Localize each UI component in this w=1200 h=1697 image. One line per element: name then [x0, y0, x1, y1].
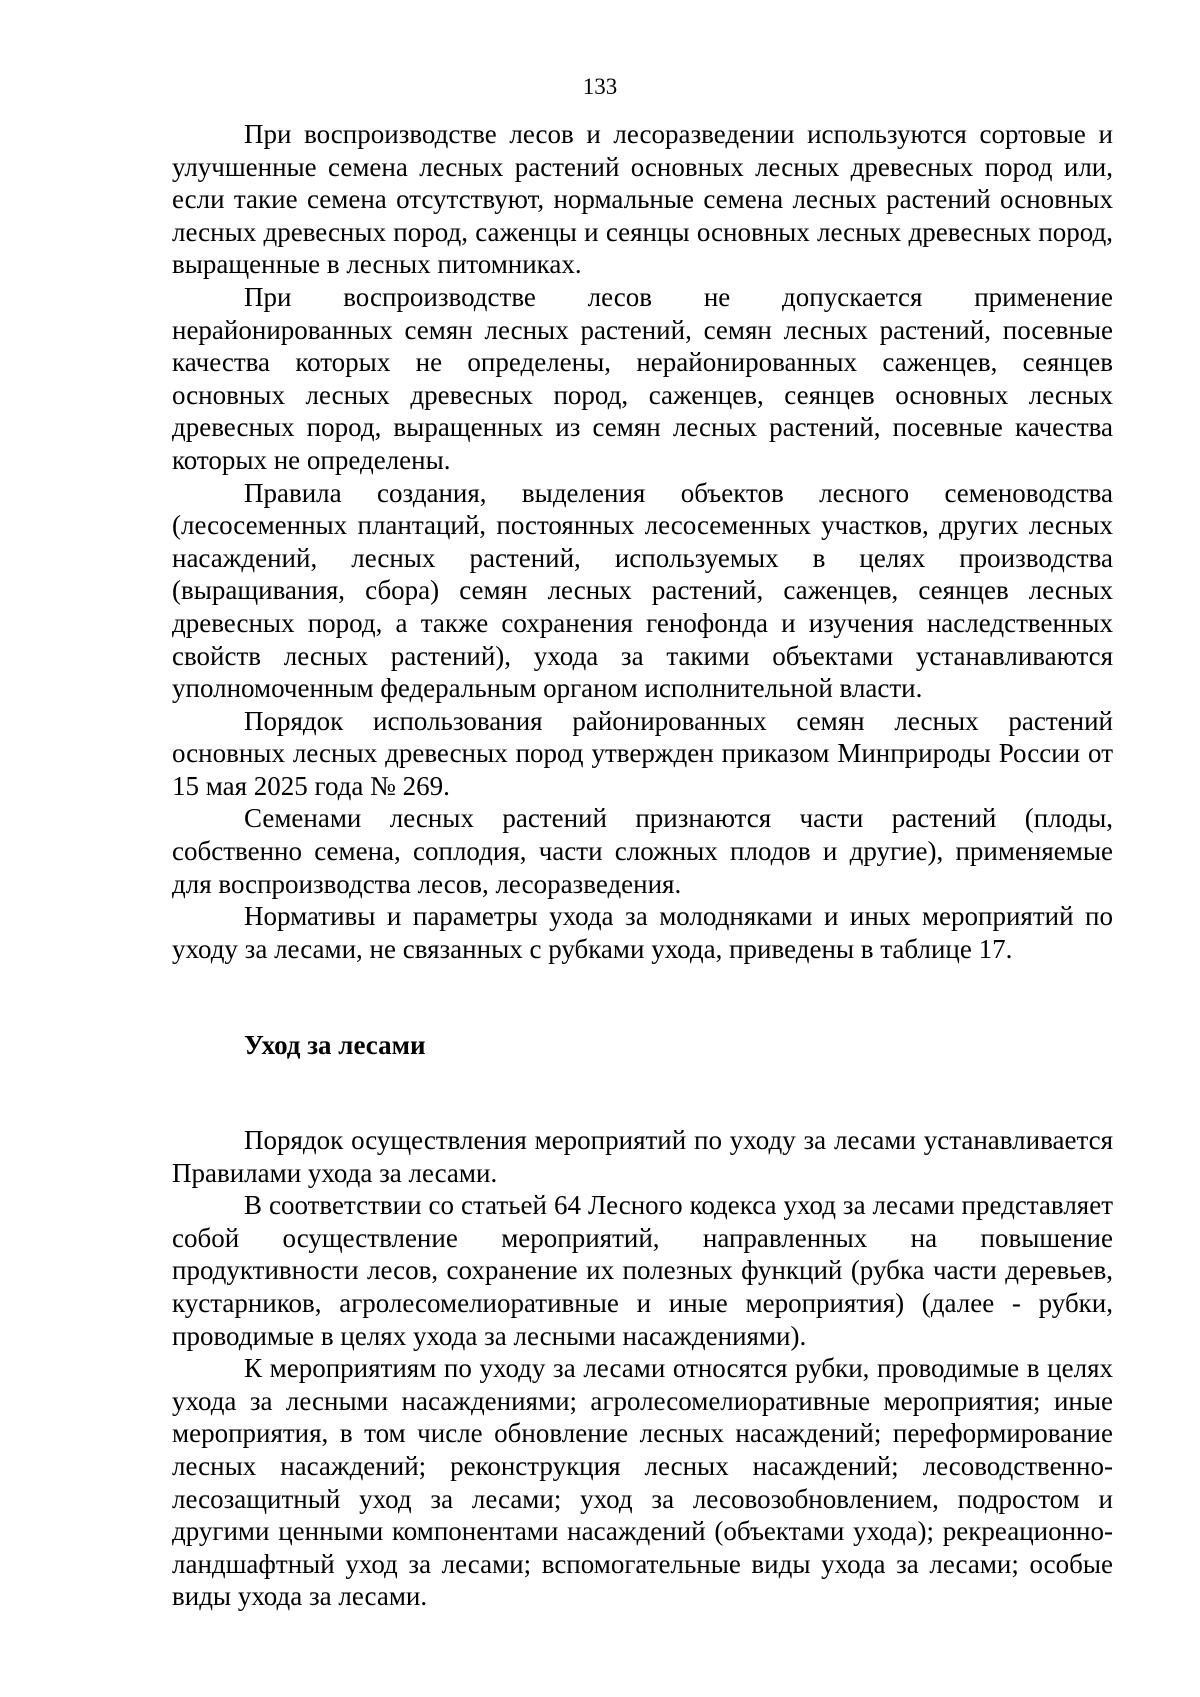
paragraph-seed-objects-rules: Правила создания, выделения объектов лесного семеноводства (лесосеменных плантаций, постоянных лесосеменных участков, других лесных насаждений, лесных растений, используемых в целях производства (выращивания, сбора) семян лесных растений, саженцев, сеянцев лесных древесных пород, а также сохранения генофонда и изучения наследственных свойств лесных растений), ухода за такими объектами устанавливаются уполномоченным федеральным органом исполнительной власти.	[172, 477, 1113, 704]
document-body	[172, 118, 1113, 1613]
paragraph-care-definition: В соответствии со статьей 64 Лесного кодекса уход за лесами представляет собой осуществление мероприятий, направленных на повышение продуктивности лесов, сохранение их полезных функций (рубка части деревьев, кустарников, агролесомелиоративные и иные мероприятия) (далее - рубки, проводимые в целях ухода за лесными насаждениями).	[172, 1190, 1113, 1351]
paragraph-care-procedure: Порядок осуществления мероприятий по уходу за лесами устанавливается Правилами ухода за лесами.	[172, 1125, 1113, 1188]
page-number: 133	[582, 74, 618, 99]
paragraph-zoned-seeds-order: Порядок использования районированных семян лесных растений основных лесных древесных пород утвержден приказом Минприроды России от 15 мая 2025 года № 269.	[172, 705, 1113, 801]
section-heading-forest-care: Уход за лесами	[244, 1030, 426, 1061]
paragraph-prohibited-seeds: При воспроизводстве лесов не допускается применение нерайонированных семян лесных растений, семян лесных растений, посевные качества которых не определены, нерайонированных саженцев, сеянцев основных лесных древесных пород, саженцев, сеянцев основных лесных древесных пород, выращенных из семян лесных растений, посевные качества которых не определены.	[172, 281, 1113, 475]
paragraph-care-norms: Нормативы и параметры ухода за молодняками и иных мероприятий по уходу за лесами, не связанных с рубками ухода, приведены в таблице 17.	[172, 901, 1113, 964]
paragraph-seed-definition: Семенами лесных растений признаются части растений (плоды, собственно семена, соплодия, части сложных плодов и другие), применяемые для воспроизводства лесов, лесоразведения.	[172, 803, 1113, 899]
paragraph-seed-types: При воспроизводстве лесов и лесоразведении используются сортовые и улучшенные семена лесных растений основных лесных древесных пород или, если такие семена отсутствуют, нормальные семена лесных растений основных лесных древесных пород, саженцы и сеянцы основных лесных древесных пород, выращенные в лесных питомниках.	[172, 119, 1113, 280]
paragraph-care-measures: К мероприятиям по уходу за лесами относятся рубки, проводимые в целях ухода за лесными насаждениями; агролесомелиоративные мероприятия; иные мероприятия, в том числе обновление лесных насаждений; переформирование лесных насаждений; реконструкция лесных насаждений; лесоводственно-лесозащитный уход за лесами; уход за лесовозобновлением, подростом и другими ценными компонентами насаждений (объектами ухода); рекреационно-ландшафтный уход за лесами; вспомогательные виды ухода за лесами; особые виды ухода за лесами.	[172, 1353, 1113, 1612]
